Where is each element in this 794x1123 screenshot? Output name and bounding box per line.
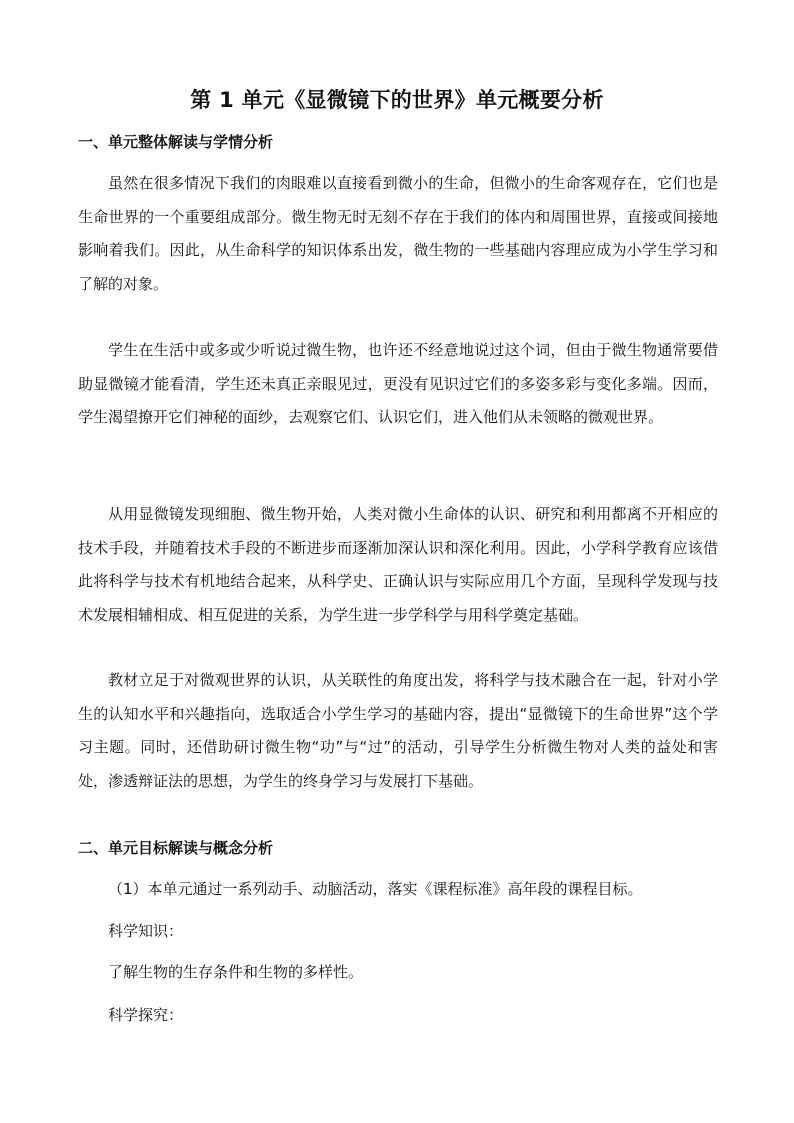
knowledge-label: 科学知识： [108,922,184,940]
section-heading-1: 一、单元整体解读与学情分析 [78,133,274,151]
document-title: 第 1 单元《显微镜下的世界》单元概要分析 [190,88,604,112]
section-heading-2: 二、单元目标解读与概念分析 [78,839,274,857]
inquiry-label: 科学探究： [108,1006,184,1024]
objective-item-1: （1）本单元通过一系列动手、动脑活动，落实《课程标准》高年段的课程目标。 [108,880,643,898]
paragraph-4: 教材立足于对微观世界的认识，从关联性的角度出发，将科学与技术融合在一起，针对小学生的认知水平和兴趣指向，选取适合小学生学习的基础内容，提出“显微镜下的生命世界”这个学习主题。同时，还借助研讨微生物“功”与“过”的活动，引导学生分析微生物对人类的益处和害处，渗透辩证法的思想，为学生的终身学习与发展打下基础。 [78,671,718,790]
paragraph-3: 从用显微镜发现细胞、微生物开始，人类对微小生命体的认识、研究和利用都离不开相应的技术手段，并随着技术手段的不断进步而逐渐加深认识和深化利用。因此，小学科学教育应该借此将科学与技术有机地结合起来，从科学史、正确认识与实际应用几个方面，呈现科学发现与技术发展相辅相成、相互促进的关系，为学生进一步学科学与用科学奠定基础。 [78,505,718,624]
knowledge-text: 了解生物的生存条件和生物的多样性。 [108,963,364,981]
paragraph-1: 虽然在很多情况下我们的肉眼难以直接看到微小的生命，但微小的生命客观存在，它们也是生命世界的一个重要组成部分。微生物无时无刻不存在于我们的体内和周围世界，直接或间接地影响着我们。因此，从生命科学的知识体系出发，微生物的一些基础内容理应成为小学生学习和了解的对象。 [78,174,718,293]
paragraph-2: 学生在生活中或多或少听说过微生物，也许还不经意地说过这个词，但由于微生物通常要借助显微镜才能看清，学生还未真正亲眼见过，更没有见识过它们的多姿多彩与变化多端。因而，学生渴望撩开它们神秘的面纱，去观察它们、认识它们，进入他们从未领略的微观世界。 [78,341,718,426]
